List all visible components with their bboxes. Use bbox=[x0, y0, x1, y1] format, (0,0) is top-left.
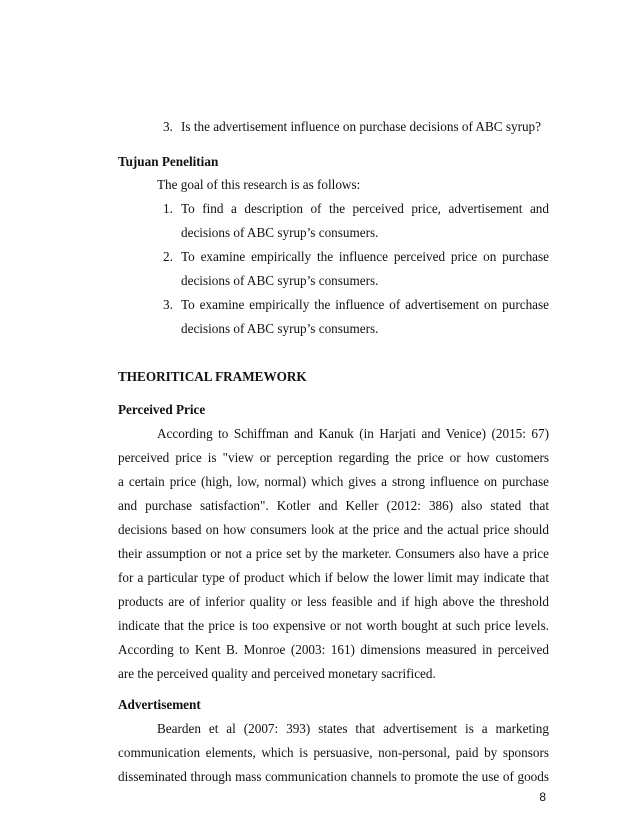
subheading-perceived-price: Perceived Price bbox=[118, 402, 206, 417]
list-item-line: decisions of ABC syrup’s consumers. bbox=[181, 273, 379, 288]
paragraph-line: a certain price (high, low, normal) which gives a strong influence on purchase bbox=[118, 474, 549, 489]
paragraph-line: products are of inferior quality or less feasible and if high above the threshold bbox=[118, 594, 549, 609]
question-number: 3. bbox=[163, 119, 173, 134]
list-item-line: decisions of ABC syrup’s consumers. bbox=[181, 225, 379, 240]
paragraph-line: According to Kent B. Monroe (2003: 161) dimensions measured in perceived bbox=[118, 642, 549, 657]
paragraph-line: communication elements, which is persuasive, non-personal, paid by sponsors bbox=[118, 745, 549, 760]
question-text: Is the advertisement influence on purchase decisions of ABC syrup? bbox=[181, 119, 541, 134]
paragraph-line: and purchase satisfaction". Kotler and Keller (2012: 386) also stated that bbox=[118, 498, 549, 513]
paragraph-line: are the perceived quality and perceived monetary sacrificed. bbox=[118, 666, 436, 681]
paragraph-line: decisions based on how consumers look at the price and the actual price should bbox=[118, 522, 549, 537]
paragraph-line: for a particular type of product which if below the lower limit may indicate that bbox=[118, 570, 549, 585]
page-number: 8 bbox=[539, 790, 546, 804]
subheading-advertisement: Advertisement bbox=[118, 697, 201, 712]
paragraph-line: indicate that the price is too expensive or not worth bought at such price levels. bbox=[118, 618, 549, 633]
list-item-line: To examine empirically the influence perceived price on purchase bbox=[181, 249, 549, 264]
list-item-number: 3. bbox=[163, 297, 173, 312]
paragraph-line: perceived price is "view or perception regarding the price or how customers bbox=[118, 450, 549, 465]
paragraph-line: their assumption or not a price set by the marketer. Consumers also have a price bbox=[118, 546, 549, 561]
list-item-number: 1. bbox=[163, 201, 173, 216]
list-item-line: To examine empirically the influence of advertisement on purchase bbox=[181, 297, 549, 312]
list-item-line: To find a description of the perceived price, advertisement and bbox=[181, 201, 549, 216]
section-heading-framework: THEORITICAL FRAMEWORK bbox=[118, 369, 307, 384]
paragraph-line: According to Schiffman and Kanuk (in Harjati and Venice) (2015: 67) bbox=[157, 426, 549, 441]
section-heading-tujuan: Tujuan Penelitian bbox=[118, 154, 219, 169]
list-item-number: 2. bbox=[163, 249, 173, 264]
tujuan-intro: The goal of this research is as follows: bbox=[157, 177, 361, 192]
paragraph-line: disseminated through mass communication channels to promote the use of goods bbox=[118, 769, 549, 784]
paragraph-line: Bearden et al (2007: 393) states that advertisement is a marketing bbox=[157, 721, 549, 736]
list-item-line: decisions of ABC syrup’s consumers. bbox=[181, 321, 379, 336]
